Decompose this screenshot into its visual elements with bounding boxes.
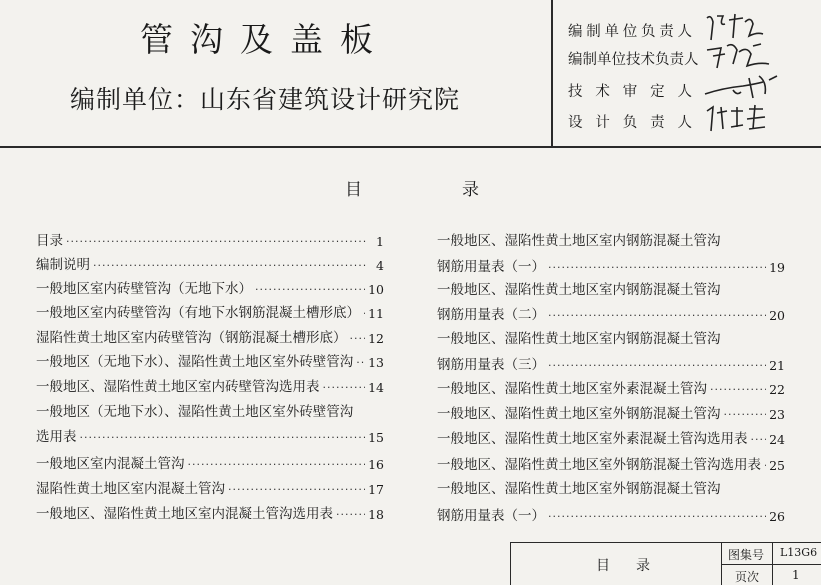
toc-entry: 一般地区、湿陷性黄土地区室外钢筋混凝土管沟选用表 ····· 25 (437, 453, 785, 473)
toc-entry: 钢筋用量表（一） ····· 19 (437, 255, 785, 275)
organization: 编制单位：山东省建筑设计研究院 (70, 85, 461, 114)
toc-entry: 一般地区、湿陷性黄土地区室外素混凝土管沟选用表 ····· 24 (437, 427, 785, 447)
toc-entry: 编制说明 ····· 4 (36, 253, 384, 273)
page-number-value: 1 (792, 568, 800, 582)
toc-entry: 钢筋用量表（一） ····· 26 (437, 504, 785, 524)
signature-label: 设计负责人 (568, 115, 692, 131)
sheet-title-left: 目 (596, 558, 610, 574)
toc-entry: 一般地区、湿陷性黄土地区室内钢筋混凝土管沟 (437, 282, 721, 298)
toc-entry: 钢筋用量表（二） ····· 20 (437, 303, 785, 323)
signature-label: 技术审定人 (568, 84, 692, 100)
toc-entry: 目录 ····· 1 (36, 229, 384, 249)
handwritten-signature-2 (703, 40, 775, 72)
header-divider (551, 0, 553, 147)
toc-entry: 一般地区、湿陷性黄土地区室外素混凝土管沟 ····· 22 (437, 377, 785, 397)
toc-entry: 一般地区、湿陷性黄土地区室内钢筋混凝土管沟 (437, 331, 721, 347)
toc-entry: 一般地区室内混凝土管沟 ····· 16 (36, 452, 384, 472)
atlas-number-value: L13G6 (780, 546, 818, 559)
toc-entry: 一般地区（无地下水）、湿陷性黄土地区室外砖壁管沟 (36, 404, 354, 420)
header-bottom-rule (0, 146, 821, 148)
toc-entry: 湿陷性黄土地区室内砖壁管沟（钢筋混凝土槽形底） ····· 12 (36, 326, 384, 346)
signature-label: 编制单位技术负责人 (568, 52, 699, 68)
toc-entry: 一般地区、湿陷性黄土地区室外钢筋混凝土管沟 (437, 481, 721, 497)
handwritten-signature-4 (703, 103, 775, 135)
main-title: 管沟及盖板 (140, 20, 390, 59)
signature-row-design-head (568, 111, 692, 133)
footer-left-rule (510, 542, 511, 585)
toc-entry: 一般地区（无地下水）、湿陷性黄土地区室外砖壁管沟 ····· 13 (36, 350, 384, 370)
signature-row-reviewer (568, 80, 692, 102)
footer-top-rule (510, 542, 821, 543)
signature-label: 编制单位负责人 (568, 24, 692, 40)
footer-row-rule (721, 564, 821, 565)
toc-entry: 一般地区、湿陷性黄土地区室内砖壁管沟选用表 ····· 14 (36, 375, 384, 395)
toc-entry: 钢筋用量表（三） ····· 21 (437, 353, 785, 373)
toc-entry: 一般地区、湿陷性黄土地区室外钢筋混凝土管沟 ····· 23 (437, 402, 785, 422)
toc-heading-left: 目 (345, 180, 362, 200)
sheet-title-right: 录 (636, 558, 650, 574)
toc-entry: 一般地区、湿陷性黄土地区室内钢筋混凝土管沟 (437, 233, 721, 249)
page-number-label: 页次 (735, 570, 760, 584)
toc-heading-right: 录 (462, 180, 479, 200)
signature-row-tech-head (568, 48, 699, 70)
signature-row-unit-head (568, 20, 692, 42)
toc-entry: 一般地区、湿陷性黄土地区室内混凝土管沟选用表 ····· 18 (36, 502, 384, 522)
toc-entry: 选用表 ····· 15 (36, 425, 384, 445)
toc-entry: 一般地区室内砖壁管沟（无地下水） ····· 10 (36, 277, 384, 297)
toc-entry: 湿陷性黄土地区室内混凝土管沟 ····· 17 (36, 477, 384, 497)
toc-entry: 一般地区室内砖壁管沟（有地下水钢筋混凝土槽形底） ····· 11 (36, 301, 384, 321)
handwritten-signature-3 (703, 72, 783, 104)
atlas-number-label: 图集号 (728, 548, 765, 562)
